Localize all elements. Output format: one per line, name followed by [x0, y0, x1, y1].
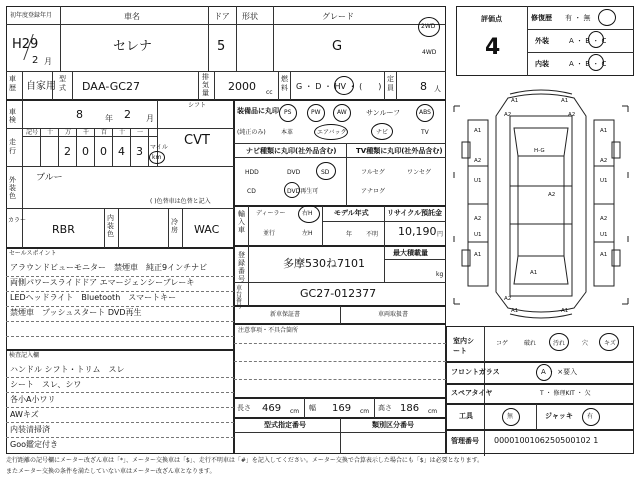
displacement-label: 排気量: [202, 73, 209, 97]
mileage-unit: km: [152, 154, 162, 161]
windshield-options: A ・ ×要入: [541, 368, 578, 376]
mileage-unit-alt: マイル: [150, 144, 168, 151]
width-label: 幅: [309, 404, 316, 412]
fuel-options: G ・ D ・ HV ・ ( ): [296, 82, 382, 91]
drive-2wd: 2WD: [421, 23, 436, 30]
month-unit: 月: [44, 57, 52, 66]
model-value: DAA-GC27: [82, 80, 140, 93]
class-label: 類別区分番号: [372, 421, 414, 429]
color-code-label: カラー: [8, 217, 27, 224]
first-reg-month: 2: [32, 55, 39, 66]
score-value: 4: [485, 35, 501, 60]
mgmt-label: 管理番号: [451, 437, 479, 445]
doors-label: ドア: [214, 12, 230, 21]
car-name: セレナ: [113, 39, 153, 54]
vehicle-manual: 車両取扱書: [378, 311, 409, 318]
exterior-grade-options: A ・ B ・ C: [569, 37, 607, 45]
spare-label: スペアタイヤ: [451, 389, 493, 397]
import-parallel: 並行: [263, 230, 276, 237]
import-dealer: ディーラー: [256, 210, 286, 217]
jack-value: 有: [587, 413, 594, 420]
equip-pw: PW: [311, 109, 321, 116]
year-unit: 年: [105, 114, 113, 123]
fuel-label: 燃料: [281, 75, 288, 92]
new-car-warranty: 新車保証書: [270, 311, 301, 318]
tools-panel: [446, 404, 634, 430]
exterior-grade-label: 外装: [535, 37, 549, 45]
diagram-label: A1: [561, 98, 569, 104]
usage-value: 自家用: [26, 81, 56, 92]
mileage-place-symbol: 記号: [26, 129, 39, 136]
model-year-unit: 年: [346, 231, 353, 238]
diagram-label: A1: [561, 308, 569, 314]
diagram-label: A1: [600, 128, 608, 134]
mileage-place-0: 十: [47, 129, 54, 136]
shift-label: シフト: [188, 102, 207, 109]
room-dirt: 汚れ: [553, 340, 566, 347]
interior-grade-options: A ・ B ・ C: [569, 60, 607, 68]
repair-label: 修復歴: [531, 14, 552, 22]
footer-note-1: 走行距離の記号欄にメーター改ざん車は「*」、メーター交換車は「$」、走行不明車は「#」を記入してください。メーター交換で合算表示した場合にも「$」は必要となります。: [6, 457, 484, 464]
inspector-note-line: 各小A小ワリ: [10, 395, 56, 404]
chassis-number: GC27-012377: [300, 287, 377, 300]
doors-value: 5: [217, 39, 226, 54]
interior-grade-label: 内装: [535, 60, 549, 68]
equip-leather: 本革: [281, 129, 294, 136]
fuel-hv-circle: [334, 76, 354, 95]
length-value: 469: [262, 403, 282, 414]
ac-value: WAC: [194, 223, 220, 236]
mileage-place-5: 一: [137, 129, 144, 136]
diagram-label: U1: [474, 232, 482, 238]
diagram-label: U1: [600, 178, 608, 184]
navi-hdd: HDD: [245, 169, 259, 176]
navi-title: ナビ種類に丸印(社外品含む): [246, 147, 337, 155]
diagram-label: A1: [530, 270, 538, 276]
sales-points-label: セールスポイント: [9, 250, 57, 257]
mileage-digit-4: 3: [136, 145, 143, 158]
length-unit: cm: [290, 408, 300, 415]
equipment-subtitle: (純正のみ): [237, 129, 266, 136]
diagram-label: A1: [511, 308, 519, 314]
sales-point-line: LEDヘッドライト Bluetooth スマートキー: [10, 293, 177, 302]
grade-label: グレード: [322, 12, 354, 21]
mileage-place-1: 万: [65, 129, 72, 136]
sales-point-line: 禁煙車 プッシュスタート DVD再生: [10, 308, 142, 317]
tv-fullseg: フルセグ: [361, 169, 385, 176]
color-code: RBR: [52, 223, 75, 236]
room-scratch: キズ: [604, 340, 616, 347]
room-yabure: 破れ: [524, 340, 537, 347]
diagram-label: A2: [504, 112, 512, 118]
score-label: 評価点: [481, 15, 502, 23]
inspection-month: 2: [124, 108, 131, 121]
diagram-label: A1: [474, 252, 482, 258]
tools-value: 無: [507, 413, 514, 420]
exterior-color-label: 外装色: [9, 176, 16, 200]
ac-label: 冷房: [171, 218, 178, 234]
mileage-place-2: 千: [83, 129, 90, 136]
width-unit: cm: [360, 408, 370, 415]
inspector-notes-label: 検査記入欄: [9, 352, 40, 359]
spare-options: T ・ 修理KIT ・ 欠: [540, 390, 591, 397]
equip-airbag: エアバック: [317, 129, 347, 136]
plate-label: 登録番号: [238, 251, 245, 283]
mileage-digit-0: 2: [64, 145, 71, 158]
sales-point-line: アラウンドビューモニター 禁煙車 純正9インチナビ: [10, 263, 208, 272]
max-load-label: 最大積載量: [393, 249, 428, 257]
first-reg-era: H29: [12, 37, 39, 52]
car-name-label: 車名: [124, 12, 140, 21]
diagram-label: A2: [600, 216, 608, 222]
mileage-digit-2: 0: [100, 145, 107, 158]
height-value: 186: [400, 403, 420, 414]
displacement-value: 2000: [228, 80, 256, 93]
tools-label: 工具: [459, 412, 473, 420]
exterior-grade-b-circle: [588, 31, 604, 48]
drive-4wd: 4WD: [422, 49, 437, 56]
repair-none-circle: [598, 9, 616, 26]
navi-dvd-play: DVD再生可: [287, 188, 319, 195]
equipment-title: 装備品に丸印: [237, 107, 279, 115]
navi-dvd: DVD: [287, 169, 301, 176]
width-value: 169: [332, 403, 352, 414]
diagram-label: A2: [474, 158, 482, 164]
mileage-digit-1: 0: [82, 145, 89, 158]
inspector-note-line: ハンドル シフト・トリム スレ: [10, 365, 125, 374]
color-note: ( )色替車は色替と記入: [150, 198, 211, 205]
diagram-label: A2: [568, 112, 576, 118]
grade-value: G: [332, 39, 343, 54]
mileage-place-4: 十: [119, 129, 126, 136]
load-unit: kg: [436, 271, 444, 278]
recycle-unit: 円: [437, 231, 444, 238]
inspector-note-line: 内装清掃済: [10, 425, 50, 434]
capacity-unit: 人: [434, 85, 441, 93]
inspection-month-unit: 月: [146, 114, 154, 123]
first-reg-label: 初年度登録年月: [10, 12, 53, 19]
mileage-label: 走行: [9, 138, 16, 155]
diagram-label: A2: [600, 158, 608, 164]
chassis-label: 車台番号: [236, 285, 243, 310]
displacement-unit: cc: [266, 89, 273, 96]
usage-label: 車歴: [9, 75, 16, 92]
diagram-label: H-G: [534, 148, 545, 154]
navi-cd: CD: [247, 188, 256, 195]
inspector-note-line: Goo鑑定付き: [10, 440, 58, 449]
equip-abs: ABS: [419, 109, 431, 116]
interior-grade-b-circle: [588, 54, 604, 71]
footer-note-2: またメーター交換の条件を満たしていない車はメーター改ざん車となります。: [6, 468, 216, 475]
plate-number: 多摩530ね7101: [283, 257, 365, 270]
equip-navi: ナビ: [376, 129, 389, 136]
recycle-label: リサイクル預託金: [387, 209, 443, 217]
capacity-label: 定員: [387, 75, 394, 92]
import-right: 右H: [302, 210, 313, 217]
import-left: 左H: [302, 230, 313, 237]
diagram-label: A1: [474, 128, 482, 134]
sales-point-line: 両側パワースライドドア エマージェンシーブレーキ: [10, 278, 195, 287]
room-koge: コゲ: [496, 340, 509, 347]
tv-title: TV種類に丸印(社外品含む): [356, 147, 443, 155]
windshield-label: フロントガラス: [451, 368, 500, 376]
height-unit: cm: [428, 408, 438, 415]
capacity-value: 8: [420, 80, 427, 93]
diagram-label: A2: [504, 296, 512, 302]
diagram-label: U1: [474, 178, 482, 184]
shift-value: CVT: [184, 133, 210, 148]
diagram-label: A1: [511, 98, 519, 104]
tv-oneseg: ワンセグ: [407, 169, 432, 176]
model-year-unknown: 不明: [366, 231, 379, 238]
inspection-label: 車検: [9, 108, 16, 124]
inspector-note-line: AWキズ: [10, 410, 39, 419]
caution-label: 注意事項・不具合箇所: [238, 327, 299, 334]
equip-tv: TV: [421, 129, 429, 136]
room-seat-label: 室内シート: [453, 337, 474, 355]
jack-label: ジャッキ: [545, 412, 573, 420]
length-label: 長さ: [237, 404, 251, 412]
shape-label: 形状: [242, 12, 258, 21]
inspection-year: 8: [76, 108, 83, 121]
repair-options: 有 ・ 無: [565, 14, 591, 22]
diagram-label: U1: [600, 232, 608, 238]
model-year-label: モデル年式: [334, 209, 369, 217]
diagram-label: A2: [548, 192, 556, 198]
exterior-color: ブルー: [36, 173, 63, 183]
car-damage-diagram: [448, 86, 634, 324]
diagram-label: A1: [600, 252, 608, 258]
equip-sunroof: サンルーフ: [366, 109, 401, 117]
room-hole: 穴: [582, 340, 589, 347]
model-label: 型式: [59, 75, 66, 92]
type-spec-label: 型式指定番号: [264, 421, 306, 429]
diagram-label: A2: [474, 216, 482, 222]
recycle-amount: 10,190: [398, 225, 437, 238]
mileage-place-3: 百: [101, 129, 108, 136]
import-label: 輸入車: [238, 210, 245, 234]
interior-color-label: 内装色: [107, 214, 114, 238]
mgmt-number: 0000100106250500102 1: [494, 436, 599, 445]
height-label: 高さ: [378, 404, 392, 412]
equip-aw: AW: [337, 109, 347, 116]
navi-sd: SD: [321, 169, 330, 176]
inspector-note-line: シート スレ、シワ: [10, 380, 82, 389]
mileage-digit-3: 4: [118, 145, 125, 158]
equip-ps: PS: [284, 109, 292, 116]
tv-analog: アナログ: [361, 188, 386, 195]
